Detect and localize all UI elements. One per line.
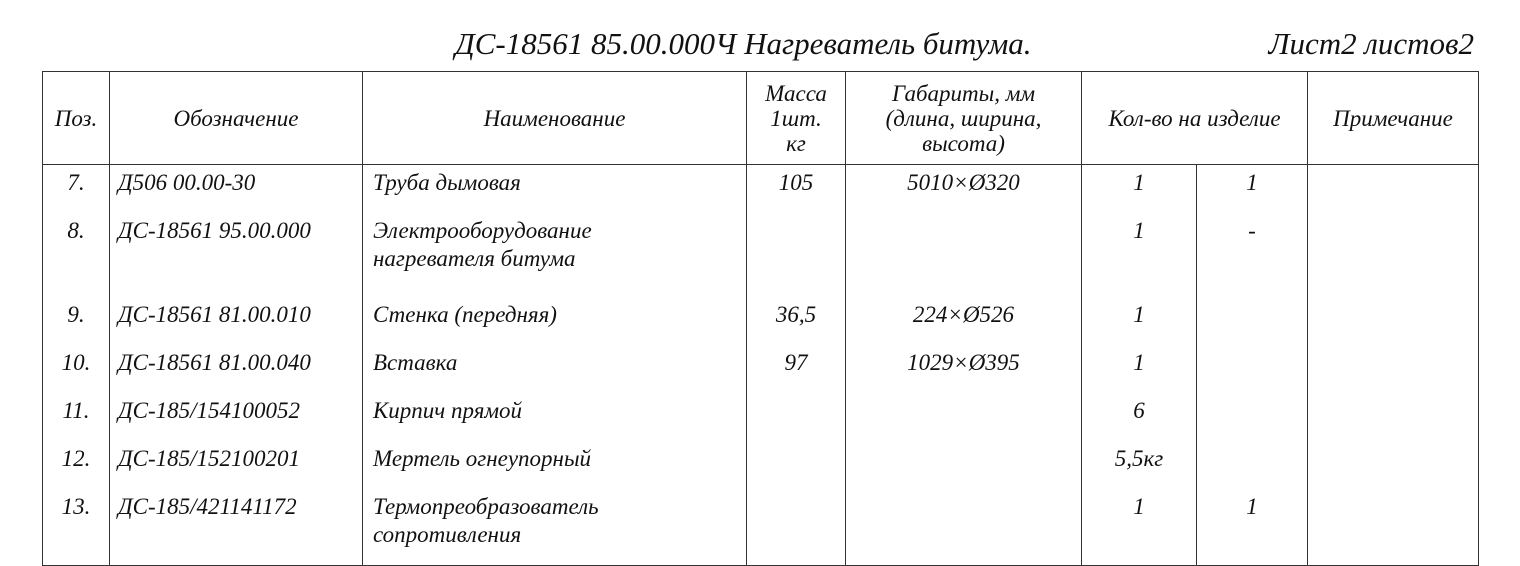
cell-qty-2: [1197, 393, 1308, 441]
cell-name-line1: Труба дымовая: [373, 170, 521, 195]
cell-qty-1: 1: [1082, 345, 1197, 393]
header-designation: Обозначение: [110, 72, 363, 165]
cell-name: [363, 165, 747, 214]
header-mass-line2: 1шт.: [770, 105, 822, 131]
cell-pos: 9.: [43, 289, 110, 345]
cell-qty-2: [1197, 345, 1308, 393]
cell-pos: 13.: [43, 489, 110, 566]
cell-note: [1308, 441, 1479, 489]
cell-name: [363, 393, 747, 441]
cell-note: [1308, 165, 1479, 214]
cell-qty-2: -: [1197, 213, 1308, 289]
cell-dimensions: [846, 441, 1082, 489]
cell-qty-2: 1: [1197, 165, 1308, 214]
cell-dimensions: [846, 489, 1082, 566]
cell-name-line1: Кирпич прямой: [373, 398, 523, 423]
cell-note: [1308, 289, 1479, 345]
cell-qty-1: 1: [1082, 289, 1197, 345]
cell-designation: ДС-18561 95.00.000: [110, 213, 363, 289]
cell-qty-1: 1: [1082, 165, 1197, 214]
table-row: [43, 489, 1479, 566]
cell-pos: 10.: [43, 345, 110, 393]
specification-table: [42, 71, 1479, 566]
cell-mass: 36,5: [747, 289, 846, 345]
header-mass-line1: Масса: [765, 80, 827, 106]
table-row: [43, 441, 1479, 489]
cell-mass: 105: [747, 165, 846, 214]
cell-note: [1308, 213, 1479, 289]
cell-dimensions: 224×Ø526: [846, 289, 1082, 345]
document-title: ДС-18561 85.00.000Ч Нагреватель битума.: [455, 26, 1032, 61]
cell-name-line1: Вставка: [373, 350, 458, 375]
cell-name-line2: сопротивления: [373, 522, 522, 547]
cell-designation: Д506 00.00-30: [110, 165, 363, 214]
cell-dimensions: 5010×Ø320: [846, 165, 1082, 214]
cell-pos: 12.: [43, 441, 110, 489]
cell-dimensions: 1029×Ø395: [846, 345, 1082, 393]
cell-designation: ДС-185/421141172: [110, 489, 363, 566]
cell-name-line2: нагревателя битума: [373, 246, 576, 271]
cell-mass: [747, 441, 846, 489]
header-dims-line1: Габариты, мм: [891, 80, 1036, 106]
sheet-number: Лист2 листов2: [1268, 26, 1474, 61]
cell-qty-1: 5,5кг: [1082, 441, 1197, 489]
header-mass: [747, 72, 846, 165]
header-dimensions: [846, 72, 1082, 165]
cell-name-line1: Электрооборудование: [373, 218, 592, 243]
cell-mass: [747, 489, 846, 566]
cell-name-line1: Термопреобразователь: [373, 494, 599, 519]
cell-designation: ДС-18561 81.00.010: [110, 289, 363, 345]
cell-designation: ДС-185/152100201: [110, 441, 363, 489]
header-quantity: Кол-во на изделие: [1082, 72, 1308, 165]
table-row: [43, 213, 1479, 289]
cell-mass: 97: [747, 345, 846, 393]
table-row: [43, 165, 1479, 214]
header-name: Наименование: [363, 72, 747, 165]
cell-designation: ДС-185/154100052: [110, 393, 363, 441]
cell-pos: 11.: [43, 393, 110, 441]
header-dims-line2: (длина, ширина,: [885, 105, 1042, 131]
header-pos: Поз.: [43, 72, 110, 165]
cell-designation: ДС-18561 81.00.040: [110, 345, 363, 393]
cell-dimensions: [846, 213, 1082, 289]
cell-qty-1: 1: [1082, 489, 1197, 566]
table-row: [43, 345, 1479, 393]
cell-pos: 8.: [43, 213, 110, 289]
cell-name: [363, 213, 747, 289]
cell-name: [363, 489, 747, 566]
cell-name-line1: Стенка (передняя): [373, 302, 557, 327]
cell-qty-2: 1: [1197, 489, 1308, 566]
header-mass-line3: кг: [786, 130, 806, 156]
cell-qty-1: 1: [1082, 213, 1197, 289]
cell-name: [363, 441, 747, 489]
cell-pos: 7.: [43, 165, 110, 214]
table-row: [43, 393, 1479, 441]
cell-mass: [747, 213, 846, 289]
table-header-row: [43, 72, 1479, 165]
cell-name: [363, 345, 747, 393]
cell-note: [1308, 393, 1479, 441]
table-row: [43, 289, 1479, 345]
header-dims-line3: высота): [922, 130, 1005, 156]
cell-qty-2: [1197, 441, 1308, 489]
cell-name: [363, 289, 747, 345]
cell-note: [1308, 345, 1479, 393]
cell-name-line1: Мертель огнеупорный: [373, 446, 592, 471]
cell-mass: [747, 393, 846, 441]
cell-qty-2: [1197, 289, 1308, 345]
cell-qty-1: 6: [1082, 393, 1197, 441]
header-note: Примечание: [1308, 72, 1479, 165]
cell-dimensions: [846, 393, 1082, 441]
cell-note: [1308, 489, 1479, 566]
